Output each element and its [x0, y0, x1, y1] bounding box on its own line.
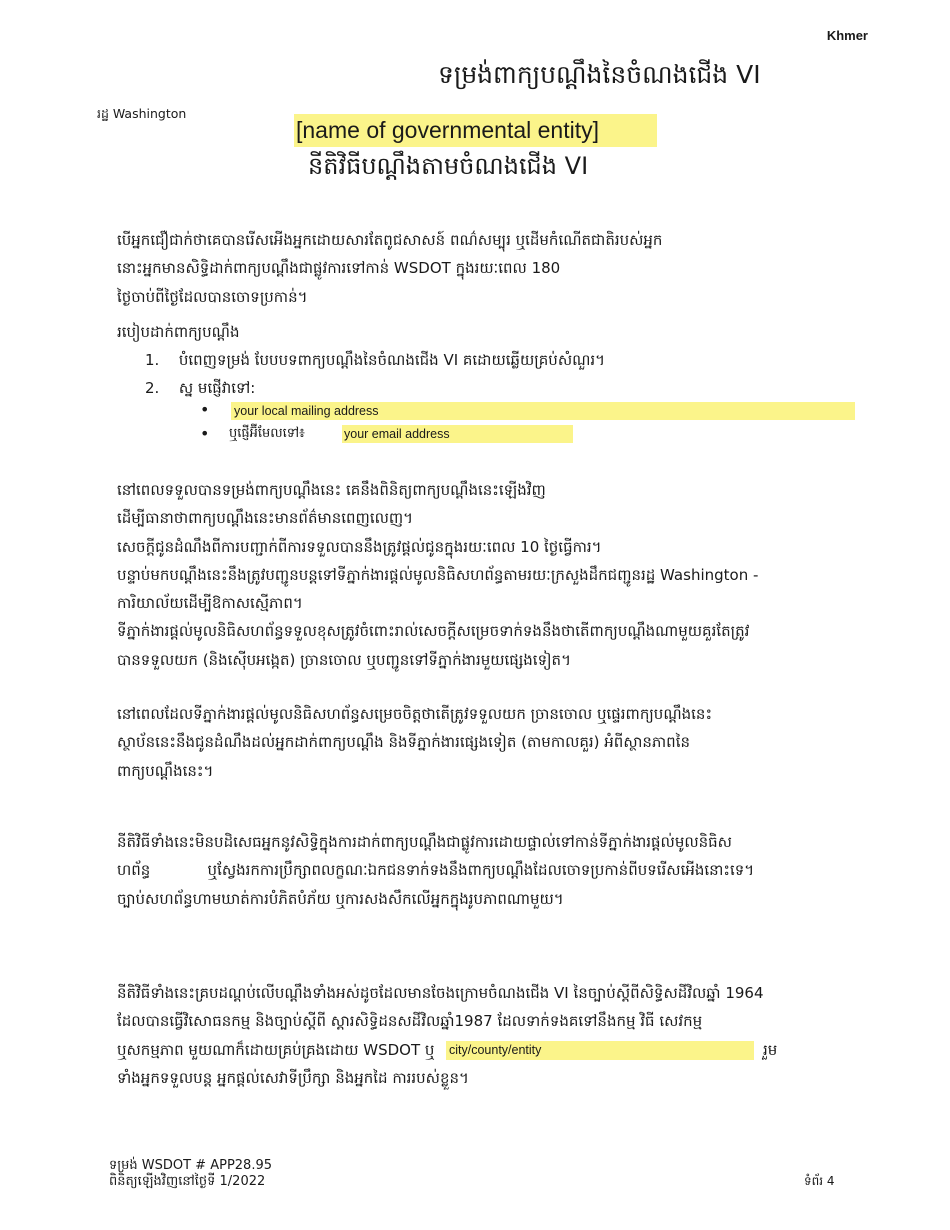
coverage-line-prefix: ឬសកម្មភាព មួយណាក៏ដោយគ្រប់គ្រងដោយ WSDOT ឬ: [117, 1041, 435, 1059]
step-text: បំពេញទម្រង់ បែបបទពាក្យបណ្ដឹងនៃចំណងជើង VI គដោយឆ្លើយគ្រប់សំណួរ។: [178, 351, 606, 369]
revision-date: ពិនិត្យឡើងវិញនៅថ្ងៃទី 1/2022: [109, 1174, 266, 1189]
language-label: Khmer: [826, 28, 868, 43]
email-address-field[interactable]: your email address: [342, 425, 573, 443]
step-number: 2.: [145, 379, 160, 397]
rights-paragraph: [117, 828, 754, 913]
page-number: ទំព័រ 4: [804, 1174, 835, 1188]
step-1: [145, 346, 605, 374]
review-line: នៅពេលទទួលបានទម្រង់ពាក្យបណ្ដឹងនេះ គេនឹងពិនិត្យពាក្យបណ្ដឹងនេះឡើងវិញ: [117, 481, 546, 499]
form-number: ទម្រង់ WSDOT # APP28.95: [109, 1158, 272, 1173]
bullet-icon: •: [200, 424, 210, 443]
review-paragraph: [117, 476, 758, 674]
review-line: បានទទួលយក (និងស៊ើបអង្កេត) ច្រានចោល ឬបញ្ជូនទៅទីភ្នាក់ងារមួយផ្សេងទៀត។: [117, 650, 571, 669]
mailing-address-field[interactable]: your local mailing address: [231, 402, 855, 420]
decision-paragraph: [117, 700, 712, 785]
bullet-icon: •: [200, 400, 210, 419]
step-2: [145, 374, 255, 402]
state-label: រដ្ឋ Washington: [97, 106, 187, 121]
coverage-line: ដែលបានធ្វើវិសោធនកម្ម និងច្បាប់ស្ដីពី ស្ដារសិទ្ធិដនសដីវិលឆ្នាំ1987 ដែលទាក់ទងគទៅនឹងកម្ម វិធី សេវកម្ម: [117, 1012, 703, 1031]
rights-line: ច្បាប់សហព័ន្ធហាមឃាត់ការបំភិតបំភ័យ ឬការសងសឹកលើអ្នកក្នុងរូបភាពណាមួយ។: [117, 889, 564, 908]
coverage-line: ទាំងអ្នកទទួលបន្ត អ្នកផ្ដល់សេវាទីប្រឹក្សា និងអ្នកដៃ ការរបស់ខ្លួន។: [117, 1069, 469, 1087]
intro-line: នោះអ្នកមានសិទ្ធិដាក់ពាក្យបណ្ដឹងជាផ្លូវការទៅកាន់ WSDOT ក្នុងរយៈពេល 180: [117, 259, 561, 278]
rights-line: ហព័ន្ធ ឬស្វែងរកការប្រឹក្សាពលក្ខណៈឯកជនទាក់ទងនឹងពាក្យបណ្ដឹងដែលចោទប្រកាន់ពីបទរើសអើងនោះទេ។: [117, 861, 755, 880]
decision-line: ពាក្យបណ្ដឹងនេះ។: [117, 761, 214, 780]
footer-form-info: [109, 1158, 272, 1190]
coverage-line: នីតិវិធីទាំងនេះគ្របដណ្ដប់លើបណ្ដឹងទាំងអស់ដូចដែលមានចែងក្រោមចំណងជើង VI នៃច្បាប់ស្ដីពីសិទ្ធិសដីវិលឆ្នាំ 1964: [117, 984, 764, 1002]
review-line: ដើម្បីធានាថាពាក្យបណ្ដឹងនេះមានព័ត៌មានពេញលេញ។: [117, 509, 414, 528]
step-text: ស្ន មផ្ញើវាទៅ:: [178, 379, 256, 397]
entity-name-placeholder[interactable]: [name of governmental entity]: [294, 114, 657, 147]
review-line: សេចក្ដីជូនដំណឹងពីការបញ្ជាក់ពីការទទួលបាននឹងត្រូវផ្ដល់ជូនក្នុងរយៈពេល 10 ថ្ងៃធ្វើការ។: [117, 537, 602, 556]
page-subtitle: នីតិវិធីបណ្ដឹងតាមចំណងជើង VI: [308, 152, 589, 180]
decision-line: ស្ថាប័ននេះនឹងជូនដំណឹងដល់អ្នកដាក់ពាក្យបណ្ដឹង និងទីភ្នាក់ងារផ្សេងទៀត (តាមកាលគួរ) អំពីស្ថានភាពនៃ: [117, 733, 690, 752]
review-line: ការិយាល័យដើម្បីឱកាសស្មើភាព។: [117, 594, 303, 613]
coverage-paragraph: [117, 979, 764, 1036]
intro-line: បើអ្នកជឿជាក់ថាគេបានរើសអើងអ្នកដោយសារតែពូជសាសន៍ ពណ៌សម្បុរ ឬដើមកំណើតជាតិរបស់អ្នក: [117, 231, 663, 249]
coverage-line-suffix: រួម: [763, 1041, 778, 1059]
how-to-heading: របៀបដាក់ពាក្យបណ្ដឹង: [117, 323, 240, 341]
email-prefix: ឬផ្ញើអ៊ីមែលទៅ៖: [229, 426, 305, 441]
intro-line: ថ្ងៃចាប់ពីថ្ងៃដែលបានចោទប្រកាន់។: [117, 287, 308, 306]
page-title: ទម្រង់ពាក្យបណ្ដឹងនៃចំណងជើង VI: [438, 60, 761, 89]
review-line: បន្ទាប់មកបណ្ដឹងនេះនឹងត្រូវបញ្ជូនបន្តទៅទីភ្នាក់ងារផ្ដល់មូលនិធិសហព័ន្ធតាមរយៈក្រសួងដឹកជញ្ជូនរដ្ឋ Washington -: [117, 565, 759, 584]
intro-paragraph: [117, 226, 662, 311]
step-number: 1.: [145, 351, 160, 369]
city-county-entity-field[interactable]: city/county/entity: [446, 1041, 754, 1060]
rights-line: នីតិវិធីទាំងនេះមិនបដិសេធអ្នកនូវសិទ្ធិក្នុងការដាក់ពាក្យបណ្ដឹងជាផ្លូវការដោយផ្ទាល់ទៅកាន់ទីភ្នាក់ងារផ្ដល់មូលនិធិស: [117, 833, 732, 851]
review-line: ទីភ្នាក់ងារផ្ដល់មូលនិធិសហព័ន្ធទទួលខុសត្រូវចំពោះរាល់សេចក្ដីសម្រេចទាក់ទងនឹងថាតើពាក្យបណ្ដឹងណាមួយគួរតែត្រូវ: [117, 622, 750, 641]
decision-line: នៅពេលដែលទីភ្នាក់ងារផ្ដល់មូលនិធិសហព័ន្ធសម្រេចចិត្តថាតើត្រូវទទួលយក ច្រានចោល ឬផ្ទេរពាក្យបណ្ដឹងនេះ: [117, 705, 713, 723]
